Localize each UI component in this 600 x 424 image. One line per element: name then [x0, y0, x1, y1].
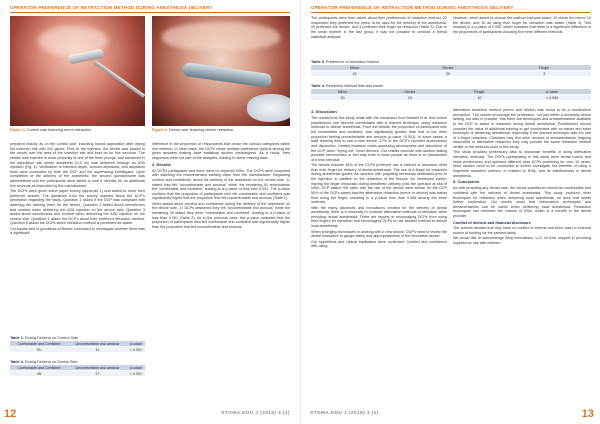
right-column-2: [453, 108, 591, 402]
paragraph: difference in the proportion of respondents that chose the various categories within one criterion. In other ways, the DCPs chose multiple preference options among the given answers making case statistical studies meaningless. As a result, their responses were not part of the analyses, leading to some missing data.: [152, 142, 290, 160]
page-number-right: 13: [581, 408, 594, 420]
paragraph: The participants were then asked about their preferences of retraction method; 22 responded they preferred the mirror to be used for the delivery of the anesthesia, 29 preferred the device, and 3 preferred their finger as retraction (Table 3). Due to the small number in the last group, it was not possible to conduct a formal statistical analysis.: [311, 16, 447, 39]
table-2: [10, 360, 145, 376]
right-column-1-top: [311, 16, 447, 60]
table-header: Device: [374, 89, 446, 95]
table-header: p-value: [127, 365, 145, 371]
paragraph: The authors declare that they have no conflict of interest and there was no external source of funding for the present study.: [453, 226, 591, 235]
table-1: [10, 336, 145, 352]
table-header: Comfortable and Confident: [10, 341, 68, 347]
table-3-title: Table 3. Preference of retraction method: [311, 60, 380, 64]
section-heading-discussion: 4. Discussion: [311, 109, 337, 114]
table-header: p-value: [127, 341, 145, 347]
header-rule-left: [10, 12, 290, 13]
paragraph: The results from this study relate with the conclusion from Hassell et al. that novice practitioners can become comfortable with a learned technique using retraction methods to deliver anesthesia. From the results, the proportion of participants who felt comfortable and confident, was significantly greater than that of the other proportion feeling uncomfortable and anxious (p-value <0.001). In some cases, a swift learning flow to use a new device, 27% of the DCP's reported anxiousness and discomfort. Limited evidence exists assessing anxiousness and discomfort of the DCP when "trying out" novel devices. Our results coincide with studies stating possible nervousness or feel may exist in some people as there is an introduction of a new stimulus.: [311, 116, 447, 162]
mirror-retraction-photo: [10, 16, 145, 126]
figure-3: [10, 16, 145, 136]
paragraph: We would like to acknowledge Bing Innovations, LLC for their support in providing supplies for use with devices.: [453, 236, 591, 245]
table-row: 30 19 10 < 0.005: [311, 95, 591, 101]
paragraph: With the many advances and innovations created for the delivery of dental anesthesia, there is a necessity to consider alternative methods of retraction while providing dental anesthesia. There are reports of encouraging DCPs from using their fingers for retraction and encouraging DCPs to use another method to deliver local anesthesia.: [311, 205, 447, 229]
table-header: Comfortable and Confident: [10, 365, 68, 371]
table-4-title: Table 4. Retraction Method that was easier: [311, 84, 384, 88]
journal-footer-left: STOMA.EDU J (2016) 3 (1): [221, 411, 290, 416]
device-retraction-photo: [152, 16, 290, 126]
figure-4: [152, 16, 290, 136]
table-header: Finger: [498, 65, 591, 71]
table-header: Finger: [446, 89, 513, 95]
figure-4-caption: Figure 4. Device side featuring device retraction: [152, 128, 234, 132]
section-heading-results: 3. Results: [152, 161, 171, 167]
right-page: [300, 0, 600, 424]
figure-3-caption: Figure 3. Control side featuring mirror retraction: [10, 128, 91, 132]
paragraph: The results indicate 16% of the DCPs preferred use a method of retraction other than their finger for delivery of dental anesthesia. The use of a finger for retraction during anesthesia guides the operator with palpating necessary landmarks prior to the injection; in addition to the retraction of the tissues. As mentioned earlier, leaving the finger intraorally during anesthetic delivery puts the operator at risk of NSIs. DCP stated NSI rates with the use of the device were similar for the DCP 50% of the DCPs stated that the alternative retraction (mirror or device) was easier than using the finger, resulting in a p-value less than 0.005 among the three methods.: [311, 163, 447, 205]
paragraph: The DCPs were given some paper survey (appendix 1) and asked to circle their preferred answer. The questions from the survey inquired about the DCP's perception regarding the study. Question 1 asked if the DCP was compliant with watching the training video for the device. Question 2 asked about smoothness and comfort when delivering the ASA injection on the device side. Question 3 asked about smoothness and comfort when delivering the ASA injection on the control side. Question 4 asked the DCP's about their preferred retraction method. Question 5 asked the DCPs which retraction method is perceived as easier.: [10, 189, 145, 226]
table-3: [311, 60, 591, 76]
paragraph: 62 DCPs participated and there were no reported NSIs. The DCPs were compliant with watching the recommended training video from the manufacturer. Regarding comfort and confidence, about the delivery of the anesthetic on the control side, 11 stated they felt "uncomfortable and anxious" while, the remaining 51 respondents felt "comfortable and confident" leading to a p-value of less than 0.001. The p-value confirms that the proportion of participants who felt comfortable and confident was significantly higher that the proportion that felt uncomfortable and anxious (Table 1).: [152, 168, 290, 201]
table-header: p-value: [513, 89, 591, 95]
table-4: [311, 84, 591, 100]
paragraph: When asked about comfort and confidence during the delivery of the anesthetic on the device side, 17 DCPs answered they felt "uncomfortable and anxious" while the remaining 45 stated they were "comfortable and confident" leading to a p-value of less than 0.001 (Table 2). As in the previous case, this p-value indicated that the proportion of participants who felt comfortable and confident was significantly higher than the proportion that felt uncomfortable and anxious.: [152, 201, 290, 229]
left-column-1: [10, 142, 145, 322]
table-header: Uncomfortable and anxious: [68, 365, 127, 371]
page-number-left: 12: [4, 408, 17, 420]
section-heading-conflict: Conflict of Interest and financial disclosure: [453, 220, 531, 225]
paragraph: prepared exactly as on the control side, including topical application after drying the insertion site with 2x2 gauze. Prior to the injection, the device was placed in the mouth over the area of the insertion site and kept on for five seconds. The needle was inserted in close proximity to one of the three prongs, and advanced to the deposition site where anesthetic (0.9 ml) was delivered through an ASA injection (Fig. 4). Verification of insertion depth, amount deposited, and aspiration tests were conducted by both the DCP and the supervising investigator. Upon completion of the delivery of the anesthetic, the second questionnaire was administered and the participants were asked to wait 5 minutes for an additional five seconds as instructed by the manufacturer.: [10, 142, 145, 188]
paragraph: Chi square test of goodness-of-fitness conducted to investigate whether there was a significant: [10, 226, 145, 236]
journal-footer-right: STOMA.EDU J (2016) 3 (1): [310, 411, 379, 416]
table-2-title: Table 2. During Delivery on Device Side: [10, 360, 78, 364]
header-rule-right: [311, 12, 590, 13]
table-1-title: Table 1. During Delivery on Control Side: [10, 336, 79, 340]
paragraph: Our hypothesis and clinical implication were confirmed. Comfort and confidence with using: [311, 239, 447, 249]
table-header: Device: [398, 65, 498, 71]
section-heading-conclusion: 5. Conclusion: [453, 179, 480, 185]
table-header: Uncomfortable and anxious: [68, 341, 127, 347]
running-head-left: OPERATOR PREFERENCE OF RETRACTION METHOD DURING ANESTHESIA DELIVERY: [10, 5, 213, 10]
running-head-right: OPERATOR PREFERENCE OF RETRACTION METHOD DURING ANESTHESIA DELIVERY: [311, 5, 514, 10]
table-header: Mirror: [311, 89, 374, 95]
paragraph: When changing techniques or working with a new device, DCPs need to review the dental evaluation to gauge safety and appropriateness of the innovative device.: [311, 229, 447, 239]
paragraph: alternative retraction method (mirror and device) was found to be a constructive perception. The results encourage the profession, not just within a university dental setting, but also in practice, that there are techniques and armamentarium available to the DCP to assist in retraction during dental anesthesia. Practitioners should consider the value of additional training to get comfortable with an easier and safer technique of delivering anesthesia, especially if the learned technique was the use of a finger retraction. Clinicians may find other devices or armamentarium forgoing discomfort or alternative retraction they may provide the same retraction method similar to the methods used in this study.: [453, 108, 591, 149]
left-column-2: [152, 142, 290, 402]
table-row: 51 11 < 0.001: [10, 347, 145, 353]
paragraph: However, when asked to choose the method that was easier, 30 chose the mirror, 19 the device, and 10 as using their finger for retraction was easier (Table 4). This resulted in a p-value of 0.005, which indicates that there is a significant difference in the proportions of participants choosing the three different methods.: [453, 16, 591, 34]
table-row: 22 29 3: [311, 71, 591, 77]
table-row: 45 17 < 0.001: [10, 371, 145, 377]
paragraph: This study provides preliminary data to showcase benefits of using alternative retraction methods. The DCPs participating in this study were dental novice and show preferences and opinions different from DCPs practicing for over 10 years. More studies need to be conducted to further investigate the benefits of using a fingerless retraction method, in relation to NSIs, and its effectiveness in dental anesthesia.: [453, 150, 591, 178]
paragraph: As with providing any dental care, the dental practitioner should be comfortable and confident with the delivery of dental anesthesia. This study explored other techniques for retraction when delivering local anesthesia, an area that needs further exploration. Our results show that noninvasive techniques and armamentarium can be useful when delivering local anesthesia. Retraction techniques can minimize the chance of NSIs, which is a benefit to the dental provider.: [453, 186, 591, 219]
right-column-2-top: [453, 16, 591, 60]
right-column-1: [311, 108, 447, 402]
table-header: Mirror: [311, 65, 398, 71]
